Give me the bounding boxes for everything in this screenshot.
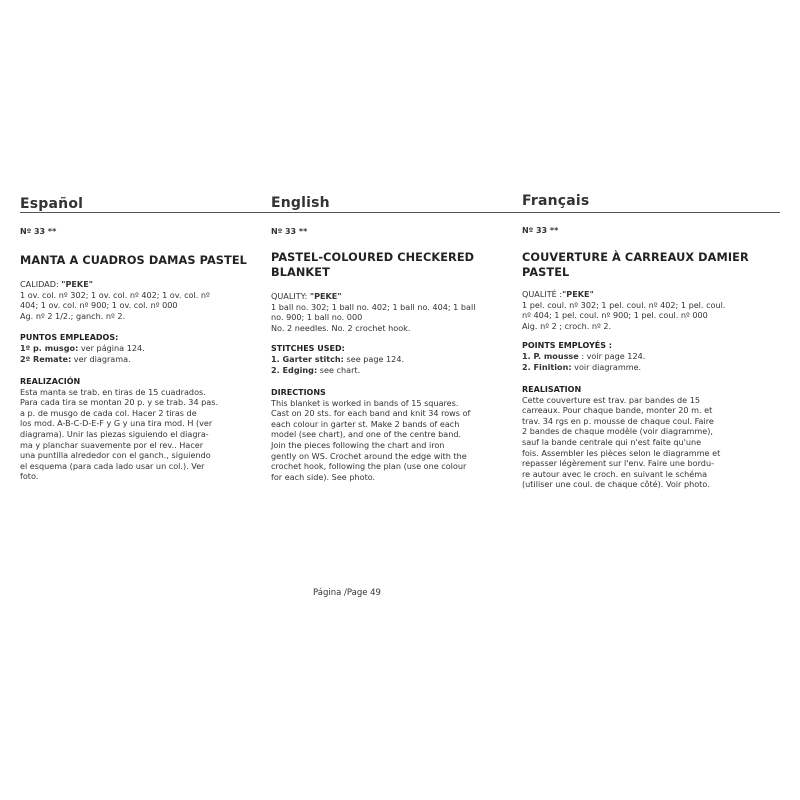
directions-line: carreaux. Pour chaque bande, monter 20 m. et — [522, 405, 713, 416]
directions-line: foto. — [20, 471, 39, 482]
page-footer: Página /Page 49 — [313, 588, 381, 598]
language-heading: English — [271, 195, 330, 211]
materials-line: 1 ball no. 302; 1 ball no. 402; 1 ball no. 404; 1 ball — [271, 301, 476, 312]
materials-line: 404; 1 ov. col. nº 900; 1 ov. col. nº 000 — [20, 300, 178, 311]
stitch-line-2 — [20, 354, 256, 365]
directions-text — [20, 387, 256, 482]
pattern-number: Nº 33 ** — [271, 227, 308, 236]
materials-line: nº 404; 1 pel. coul. nº 900; 1 pel. coul. nº 000 — [522, 310, 708, 321]
directions-line: re autour avec le croch. en suivant le schéma — [522, 468, 708, 479]
directions-line: for each side). See photo. — [271, 471, 376, 482]
directions-line: Join the pieces following the chart and iron — [271, 439, 445, 450]
materials-line: No. 2 needles. No. 2 crochet hook. — [271, 322, 411, 333]
title-line: MANTA A CUADROS DAMAS PASTEL — [20, 254, 247, 267]
directions-line: This blanket is worked in bands of 15 squares. — [271, 397, 459, 408]
language-heading: Español — [20, 196, 84, 212]
pattern-number: Nº 33 ** — [522, 226, 559, 235]
directions-line: el esquema (para cada lado usar un col.). Ver — [20, 460, 205, 471]
quality-line — [271, 291, 507, 302]
stitch-label: 1º p. musgo: — [20, 343, 79, 354]
directions-line: crochet hook, following the plan (use one colour — [271, 461, 467, 472]
directions-line: sauf la bande centrale qui n'est faite qu'une — [522, 436, 702, 447]
stitch-line-1 — [271, 354, 507, 365]
stitch-label: 1. Garter stitch: — [271, 354, 344, 365]
directions-line: gently on WS. Crochet around the edge with the — [271, 450, 467, 461]
materials — [20, 290, 256, 322]
title-line: COUVERTURE À CARREAUX DAMIER — [522, 251, 749, 264]
directions-line: diagrama). Unir las piezas siguiendo el diagra- — [20, 428, 209, 439]
pattern-title — [20, 253, 256, 268]
directions-line: ma y planchar suavemente por el rev.. Hacer — [20, 439, 204, 450]
stitch-line-1 — [522, 351, 758, 362]
pattern-title — [522, 250, 758, 280]
stitch-line-2 — [271, 365, 507, 376]
materials-line: Ag. nº 2 1/2.; ganch. nº 2. — [20, 310, 126, 321]
directions-line: trav. 34 rgs en p. mousse de chaque coul. Faire — [522, 415, 714, 426]
directions-heading: DIRECTIONS — [271, 387, 326, 397]
title-line: PASTEL-COLOURED CHECKERED — [271, 251, 475, 264]
stitch-label: 1. P. mousse — [522, 351, 579, 362]
column-french — [522, 192, 758, 490]
directions-line: fois. Assembler les pièces selon le diagramme et — [522, 447, 721, 458]
stitch-line-1 — [20, 343, 256, 354]
quality-label: QUALITY: — [271, 291, 308, 301]
stitch-text: see page 124. — [343, 354, 405, 365]
directions-line: Esta manta se trab. en tiras de 15 cuadrados. — [20, 386, 206, 397]
directions-heading: REALIZACIÓN — [20, 376, 81, 386]
quality-value: "PEKE" — [61, 279, 93, 289]
materials-line: 1 ov. col. nº 302; 1 ov. col. nº 402; 1 ov. col. nº — [20, 289, 210, 300]
stitches-heading: PUNTOS EMPLEADOS: — [20, 333, 119, 343]
materials — [522, 300, 758, 332]
stitch-text: voir diagramme. — [571, 361, 642, 372]
stitch-line-2 — [522, 362, 758, 373]
column-english — [271, 192, 507, 482]
materials-line: 1 pel. coul. nº 302; 1 pel. coul. nº 402; 1 pel. coul. — [522, 299, 726, 310]
stitch-label: 2º Remate: — [20, 353, 72, 364]
quality-line — [522, 289, 758, 300]
materials-line: no. 900; 1 ball no. 000 — [271, 312, 363, 323]
directions-line: 2 bandes de chaque modèle (voir diagramme), — [522, 426, 713, 437]
title-line: PASTEL — [522, 266, 570, 279]
materials — [271, 302, 507, 334]
directions-line: los mod. A-B-C-D-E-F y G y una tira mod. H (ver — [20, 418, 213, 429]
stitch-text: ver diagrama. — [71, 353, 131, 364]
directions-line: each colour in garter st. Make 2 bands of each — [271, 418, 460, 429]
directions-line: Cette couverture est trav. par bandes de 15 — [522, 394, 700, 405]
directions-line: model (see chart), and one of the centre band. — [271, 429, 462, 440]
pattern-title — [271, 250, 507, 280]
quality-value: "PEKE" — [309, 291, 342, 301]
title-line: BLANKET — [271, 266, 330, 279]
column-spanish — [20, 192, 256, 482]
directions-heading: REALISATION — [522, 384, 582, 394]
directions-text — [271, 398, 507, 483]
stitches-heading: STITCHES USED: — [271, 344, 345, 354]
stitch-text: see chart. — [317, 364, 361, 375]
quality-value: "PEKE" — [562, 289, 594, 299]
language-heading: Français — [522, 193, 590, 209]
stitches-heading: POINTS EMPLOYÉS : — [522, 341, 612, 351]
materials-line: Aig. nº 2 ; croch. nº 2. — [522, 320, 612, 331]
stitch-text: ver página 124. — [78, 343, 145, 354]
stitch-label: 2. Finition: — [522, 361, 572, 372]
pattern-number: Nº 33 ** — [20, 227, 57, 236]
directions-line: Cast on 20 sts. for each band and knit 34 rows of — [271, 408, 471, 419]
quality-label: CALIDAD: — [20, 279, 59, 289]
quality-line — [20, 279, 256, 290]
stitch-label: 2. Edging: — [271, 364, 318, 375]
directions-line: repasser légèrement sur l'env. Faire une bordu- — [522, 458, 714, 469]
directions-line: a p. de musgo de cada col. Hacer 2 tiras de — [20, 407, 197, 418]
stitch-text: : voir page 124. — [578, 351, 646, 362]
directions-line: Para cada tira se montan 20 p. y se trab. 34 pas. — [20, 397, 219, 408]
quality-label: QUALITÉ : — [522, 289, 563, 299]
directions-text — [522, 395, 758, 490]
directions-line: una puntilla alrededor con el ganch., siguiendo — [20, 450, 211, 461]
directions-line: (utiliser une coul. de chaque côté). Voir photo. — [522, 479, 710, 490]
